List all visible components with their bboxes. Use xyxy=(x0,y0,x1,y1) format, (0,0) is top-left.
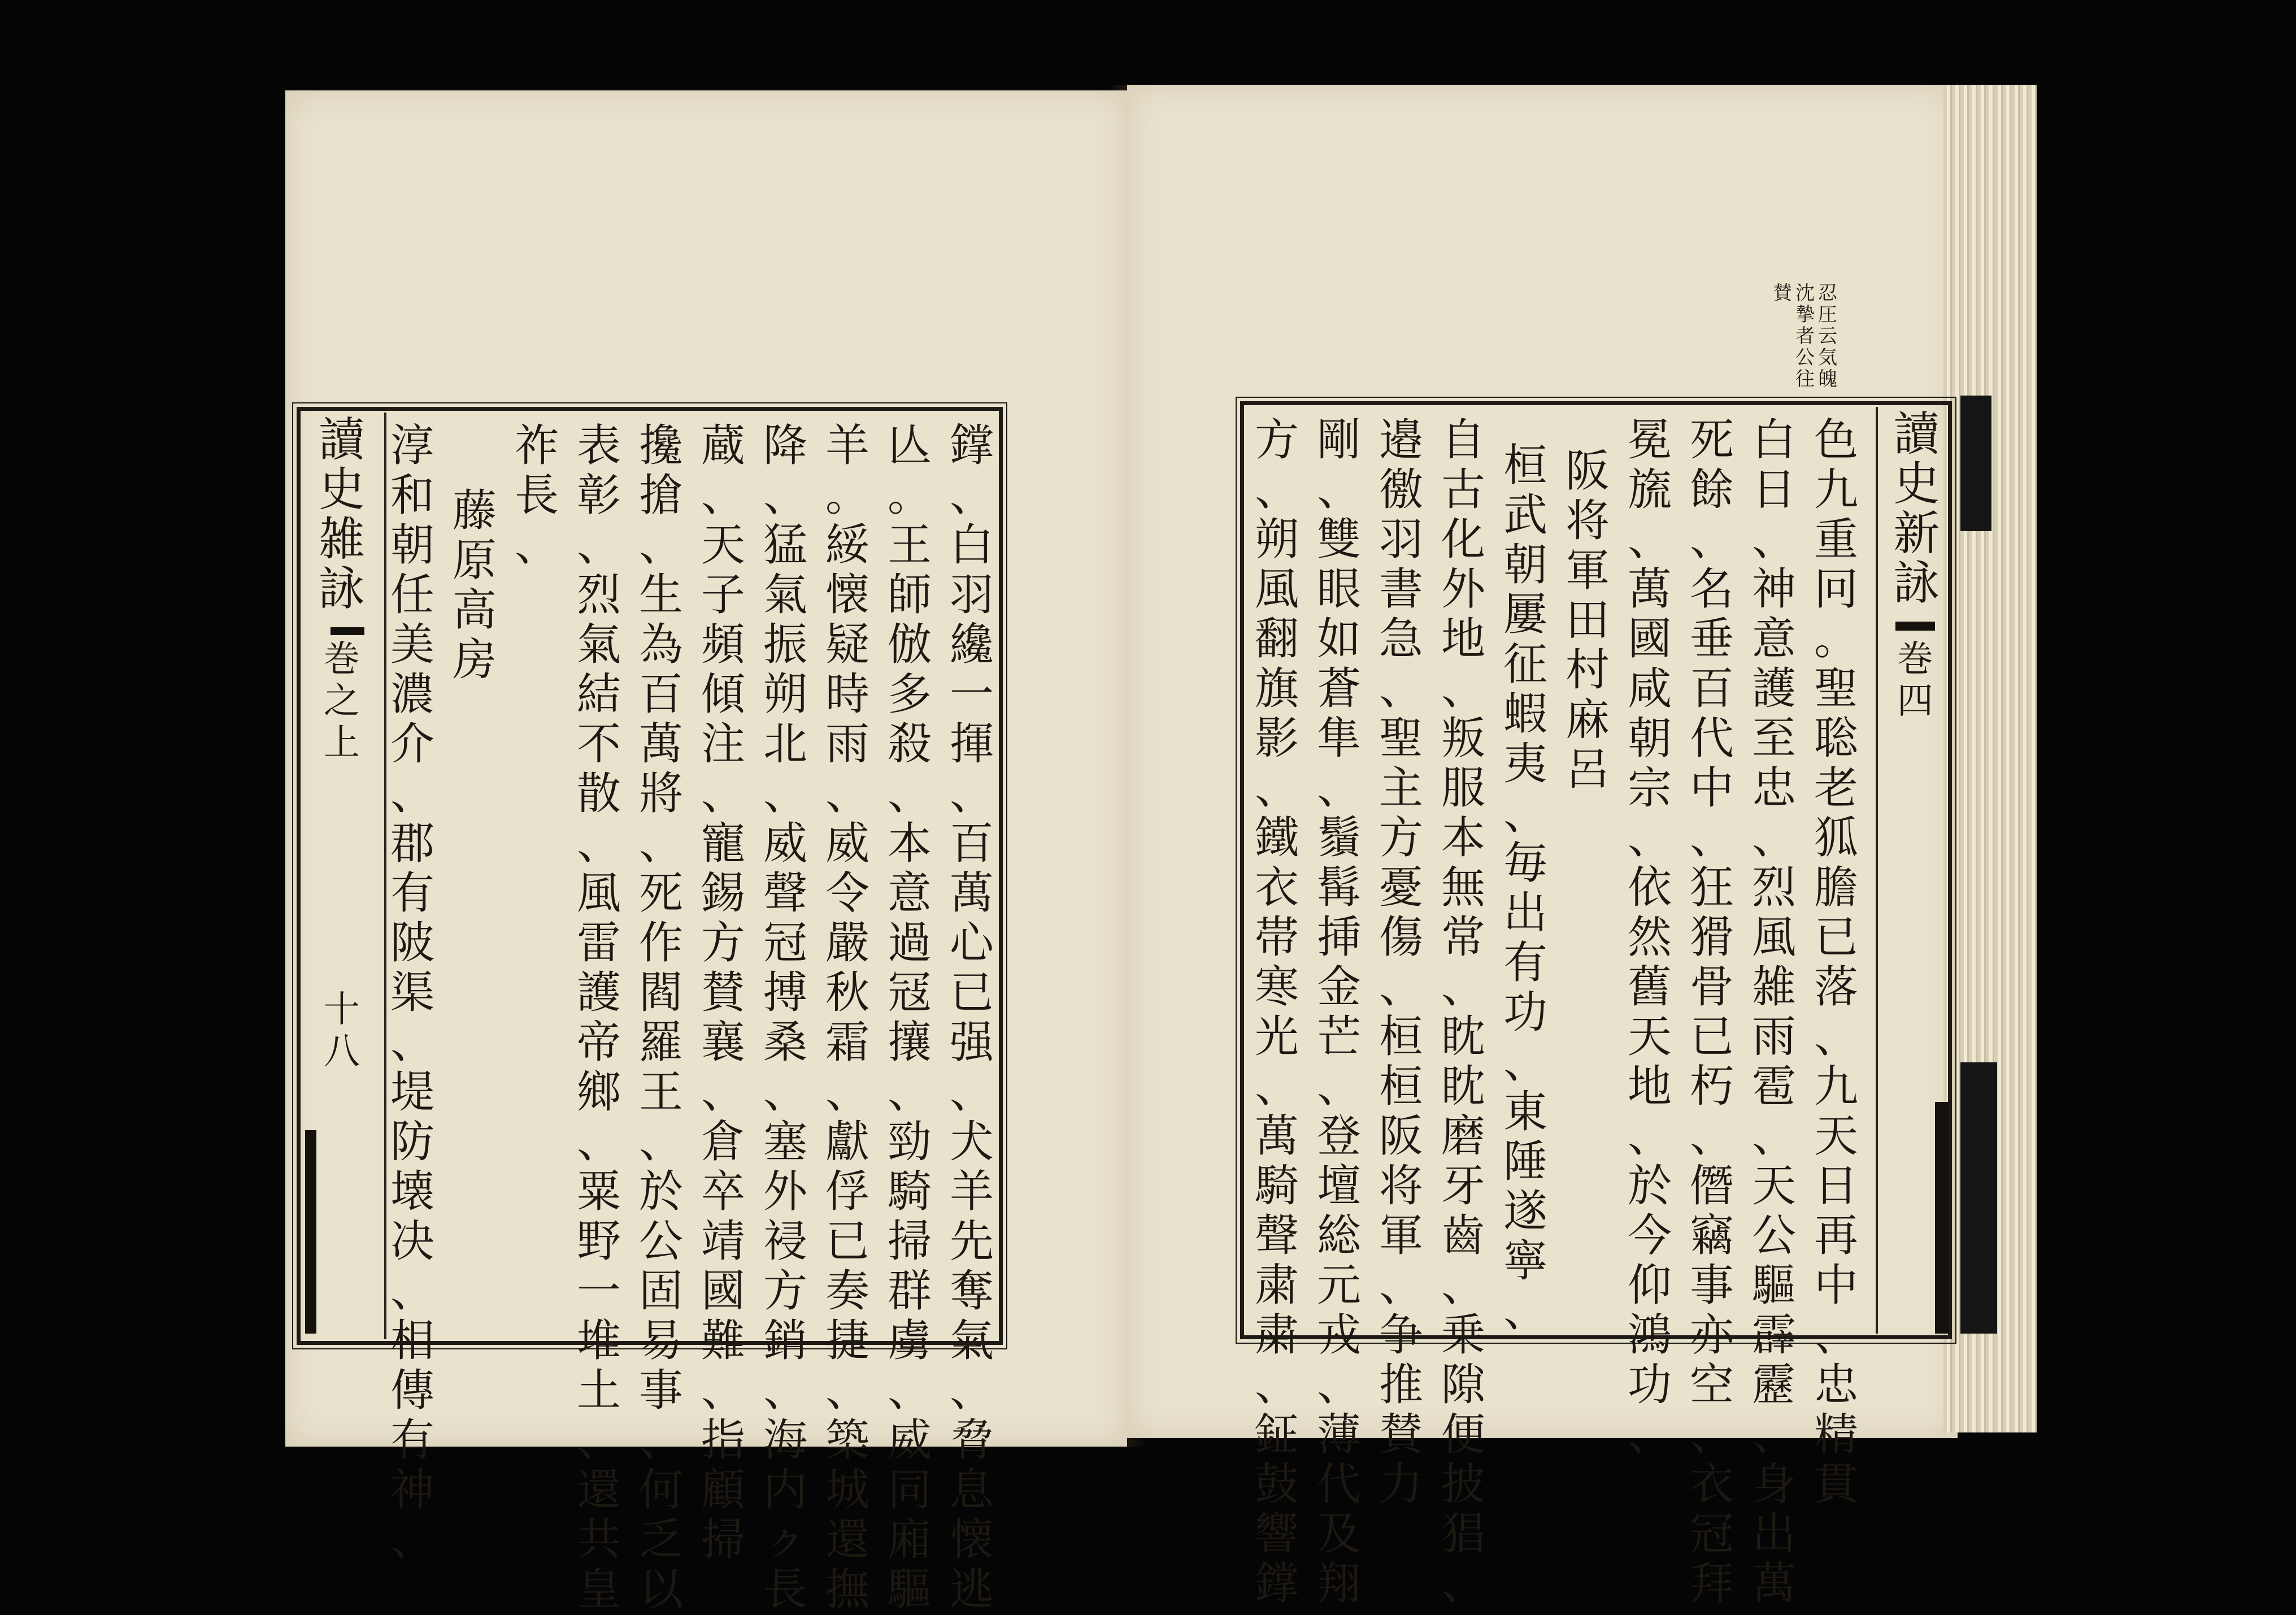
right-margin-fishtail xyxy=(1895,622,1935,631)
headnote-line-2: 沈 摯 者 公 往 xyxy=(1795,282,1815,390)
left-margin-folio: 十 八 xyxy=(324,989,360,1073)
left-margin-fishtail xyxy=(331,627,364,635)
right-column-9: 剛 、 雙 眼 如 蒼 隼 、 鬚 髯 挿 金 芒 、 登 壇 総 元 戎 、 薄 代 及 翔 xyxy=(1316,415,1361,1609)
right-margin-title: 讀 史 新 詠 xyxy=(1893,407,1940,610)
right-column-2: 白 日 、 神 意 護 至 忠 、 烈 風 雑 雨 雹 、 天 公 驅 霹 靂 、 身 出 萬 xyxy=(1751,415,1796,1609)
right-margin-block xyxy=(1935,1102,1949,1334)
left-column-5: 蔵 、 天 子 頻 傾 注 、 寵 錫 方 賛 襄 、 倉 卒 靖 國 難 、 指 顧 掃 xyxy=(701,420,745,1565)
left-column-4: 降 、 猛 氣 振 朔 北 、 威 聲 冠 搏 桑 、 塞 外 祲 方 銷 、 海 内 ㇰ 長 xyxy=(763,420,807,1615)
left-column-3: 羊 。 綏 懐 疑 時 雨 、 威 令 嚴 秋 霜 、 獻 俘 已 奏 捷 、 築 城 還 撫 xyxy=(825,420,869,1615)
left-column-1: 鐣 、 白 羽 纔 一 揮 、 百 萬 心 已 强 、 犬 羊 先 奪 氣 、 脅 息 懐 逃 xyxy=(949,420,994,1615)
left-column-10: 淳 和 朝 任 美 濃 介 、 郡 有 陂 渠 、 堤 防 壊 决 、 相 傳 有 神 、 xyxy=(390,420,434,1565)
left-margin-volume: 巻 之 上 xyxy=(324,639,360,764)
right-column-3: 死 餘 、 名 垂 百 代 中 、 狂 猾 骨 已 朽 、 僭 竊 事 亦 空 、 衣 冠 拜 xyxy=(1689,415,1734,1609)
right-margin-volume: 巻 四 xyxy=(1897,639,1933,722)
right-column-7: 自 古 化 外 地 、 叛 服 本 無 常 、 眈 眈 磨 牙 齒 、 乗 隙 便 披 猖 、 xyxy=(1441,415,1485,1609)
right-column-8: 邉 徼 羽 書 急 、 聖 主 方 憂 傷 、 桓 桓 阪 将 軍 、 争 推 賛 力 xyxy=(1379,415,1423,1510)
edge-mark-top xyxy=(1960,396,1991,531)
left-column-8: 祚 長 、 xyxy=(514,420,559,571)
right-column-4: 冕 旒 、 萬 國 咸 朝 宗 、 依 然 舊 天 地 、 於 今 仰 鴻 功 、 xyxy=(1627,415,1672,1460)
right-column-1: 色 九 重 冋 。 聖 聡 老 狐 膽 已 落 、 九 天 日 再 中 、 忠 精 貫 xyxy=(1814,415,1858,1510)
headnote-line-1: 忍 圧 云 気 魄 xyxy=(1818,282,1837,390)
right-column-10: 方 、 朔 風 翻 旗 影 、 鐵 衣 帯 寒 光 、 萬 騎 聲 粛 粛 、 鉦 鼓 響 鐣 xyxy=(1254,415,1299,1609)
right-column-6: 桓 武 朝 屢 征 蝦 夷 、 毎 出 有 功 、 東 陲 遂 寧 、 xyxy=(1503,440,1547,1336)
left-margin-block xyxy=(305,1130,316,1334)
left-column-7: 表 彰 、 烈 氣 結 不 散 、 風 雷 護 帝 鄉 、 粟 野 一 堆 土 、 還 共 皇 xyxy=(576,420,621,1615)
left-margin-title: 讀 史 雑 詠 xyxy=(318,413,365,616)
right-column-5: 阪 将 軍 田 村 麻 呂 xyxy=(1565,446,1610,795)
left-column-2: 亾 。 王 師 倣 多 殺 、 本 意 過 冦 攘 、 勁 騎 掃 群 虜 、 威 同 廂 驅 xyxy=(887,420,932,1615)
right-margin-rule xyxy=(1876,407,1878,1334)
edge-mark-bottom xyxy=(1960,1062,1997,1334)
left-column-9: 藤 原 高 房 xyxy=(452,485,497,685)
headnote-line-3: 賛 xyxy=(1773,282,1792,305)
left-column-6: 攙 搶 、 生 為 百 萬 將 、 死 作 閻 羅 王 、 於 公 固 易 事 、 何 乏 以 xyxy=(638,420,683,1615)
